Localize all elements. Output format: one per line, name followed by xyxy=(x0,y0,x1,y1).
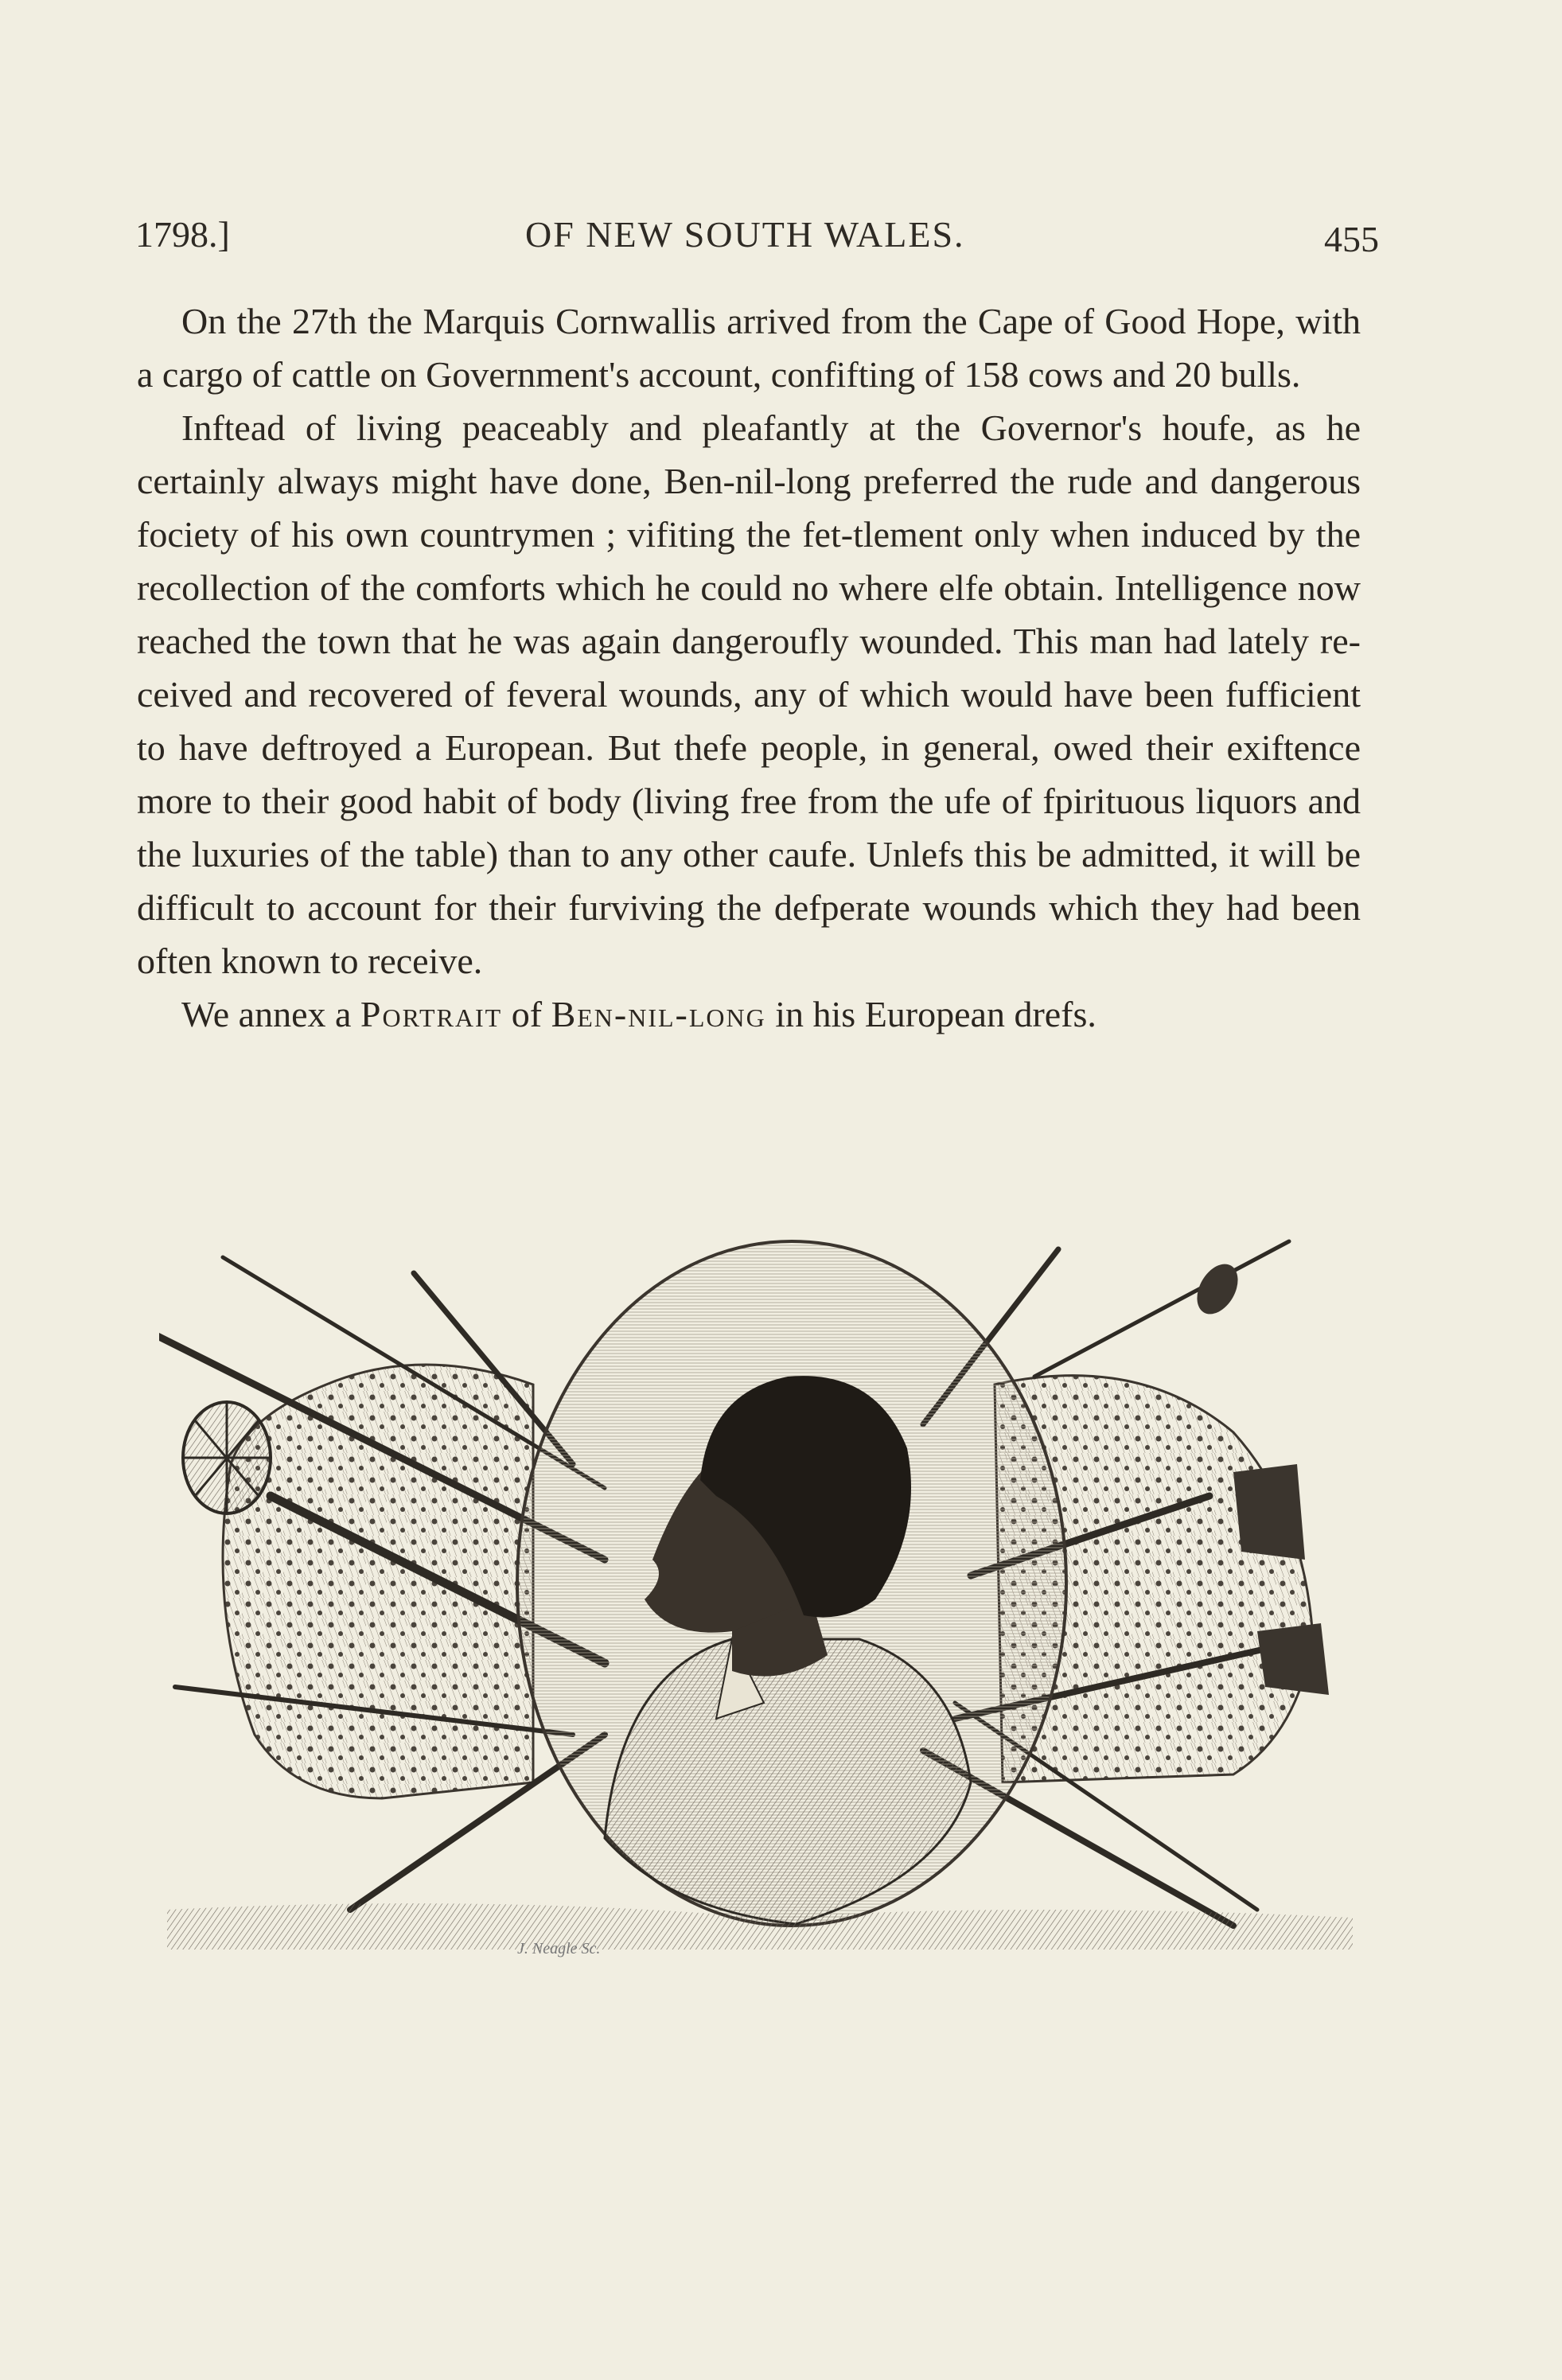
paragraph-cattle-arrival: On the 27th the Marquis Cornwallis arrived from the Cape of Good Hope, with a cargo of cattle on Government's account, confifting of 158 cows and 20 bulls. xyxy=(137,301,1361,395)
annex-prefix: We annex a xyxy=(181,994,360,1034)
left-club-head xyxy=(183,1402,271,1513)
portrait-oval xyxy=(517,1241,1066,1926)
portrait-engraving xyxy=(159,1225,1369,1957)
left-shield xyxy=(223,1365,533,1798)
engraver-signature: J. Neagle Sc. xyxy=(517,1940,601,1957)
paragraph-portrait-annex xyxy=(137,987,1361,1041)
body-text xyxy=(137,294,1361,1041)
header-year: 1798.] xyxy=(135,214,230,255)
paragraph-ben-nil-long: Inftead of living peaceably and pleafantly at the Governor's houfe, as he certainly always might have done, Ben-nil-long preferred the rude and dangerous fociety of his own countrymen ; vifiting the fet-tlement only when induced by the recollection of the comforts which he could no where elfe obtain. Intelligence now reached the town that he was again dangeroufly wounded. This man had lately re-ceived and recovered of feveral wounds, any of which would have been fufficient to have deftroyed a European. But thefe people, in general, owed their exiftence more to their good habit of body (living free from the ufe of fpirituous liquors and the luxuries of the table) than to any other caufe. Unlefs this be admitted, it will be difficult to account for their furviving the defperate wounds which they had been often known to receive. xyxy=(137,407,1361,981)
running-title: OF NEW SOUTH WALES. xyxy=(525,214,965,255)
annex-middle: of xyxy=(502,994,551,1034)
annex-portrait-word: Portrait xyxy=(360,994,503,1034)
page-number: 455 xyxy=(1324,219,1379,259)
annex-name: Ben-nil-long xyxy=(551,994,766,1034)
page-header xyxy=(135,213,1379,261)
annex-suffix: in his European drefs. xyxy=(765,994,1097,1034)
